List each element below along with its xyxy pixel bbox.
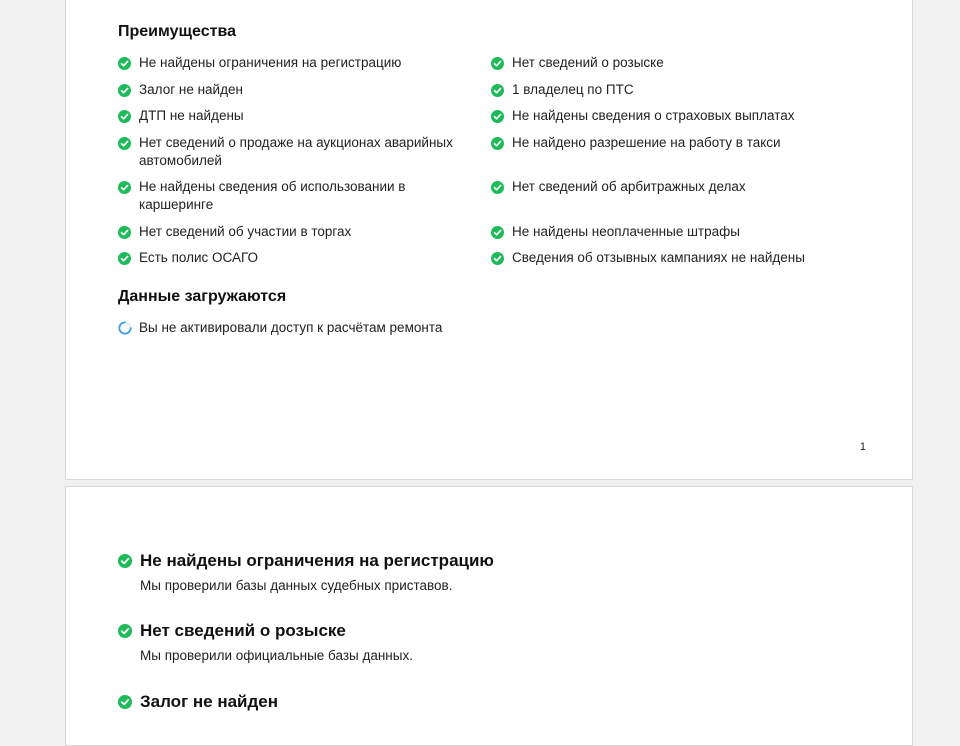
- check-circle-icon: [118, 226, 131, 239]
- detail-section: [118, 549, 878, 593]
- advantage-label: Нет сведений об арбитражных делах: [512, 179, 746, 194]
- detail-title: Нет сведений о розыске: [140, 621, 346, 640]
- advantage-label: Не найдено разрешение на работу в такси: [512, 135, 781, 150]
- advantage-item: [118, 223, 488, 241]
- check-circle-icon: [118, 624, 132, 638]
- advantage-item: [491, 178, 891, 196]
- advantage-label: Есть полис ОСАГО: [139, 250, 259, 265]
- detail-description: Мы проверили базы данных судебных приставов.: [140, 578, 453, 593]
- advantage-item: [491, 134, 891, 152]
- detail-description: Мы проверили официальные базы данных.: [140, 648, 413, 663]
- advantage-label: Не найдены ограничения на регистрацию: [139, 55, 402, 70]
- check-circle-icon: [118, 554, 132, 568]
- advantage-label: Нет сведений об участии в торгах: [139, 224, 352, 239]
- advantage-item: [118, 134, 488, 170]
- check-circle-icon: [491, 57, 504, 70]
- advantage-item: [491, 223, 891, 241]
- check-circle-icon: [118, 137, 131, 150]
- advantage-item: [491, 81, 891, 99]
- advantage-label: Залог не найден: [139, 82, 243, 97]
- advantage-label: Нет сведений о продаже на аукционах аварийных автомобилей: [139, 135, 453, 168]
- advantage-label: Сведения об отзывных кампаниях не найдены: [512, 250, 805, 265]
- page-number: 1: [859, 441, 866, 453]
- check-circle-icon: [491, 84, 504, 97]
- detail-section: [118, 690, 878, 714]
- advantage-item: [491, 249, 891, 267]
- check-circle-icon: [118, 252, 131, 265]
- detail-title: Залог не найден: [140, 692, 279, 711]
- advantage-item: [118, 178, 488, 214]
- advantage-item: [118, 81, 488, 99]
- advantage-item: [118, 249, 488, 267]
- advantage-item: [118, 107, 488, 125]
- advantage-label: 1 владелец по ПТС: [512, 82, 634, 97]
- loading-title: Данные загружаются: [118, 288, 287, 305]
- check-circle-icon: [118, 84, 131, 97]
- advantage-label: Не найдены неоплаченные штрафы: [512, 224, 740, 239]
- cut-off-check-icon: [118, 0, 134, 1]
- check-circle-icon: [118, 181, 131, 194]
- detail-title: Не найдены ограничения на регистрацию: [140, 551, 494, 570]
- advantage-label: Не найдены сведения об использовании в каршеринге: [139, 179, 406, 212]
- loading-spinner-icon: [118, 321, 132, 335]
- advantage-label: ДТП не найдены: [139, 108, 244, 123]
- check-circle-icon: [491, 110, 504, 123]
- report-page-2: [65, 486, 913, 746]
- check-circle-icon: [118, 695, 132, 709]
- report-page-1: [65, 0, 913, 480]
- check-circle-icon: [491, 137, 504, 150]
- advantage-label: Не найдены сведения о страховых выплатах: [512, 108, 795, 123]
- advantage-item: [491, 107, 891, 125]
- loading-label: Вы не активировали доступ к расчётам ремонта: [139, 320, 443, 335]
- cut-off-check-icon: [491, 0, 507, 1]
- advantage-item: [118, 54, 488, 72]
- loading-item: [118, 319, 618, 337]
- advantage-label: Нет сведений о розыске: [512, 55, 664, 70]
- advantages-title: Преимущества: [118, 23, 236, 40]
- check-circle-icon: [118, 110, 131, 123]
- check-circle-icon: [491, 252, 504, 265]
- detail-section: [118, 619, 878, 663]
- check-circle-icon: [118, 57, 131, 70]
- advantage-item: [491, 54, 891, 72]
- check-circle-icon: [491, 181, 504, 194]
- check-circle-icon: [491, 226, 504, 239]
